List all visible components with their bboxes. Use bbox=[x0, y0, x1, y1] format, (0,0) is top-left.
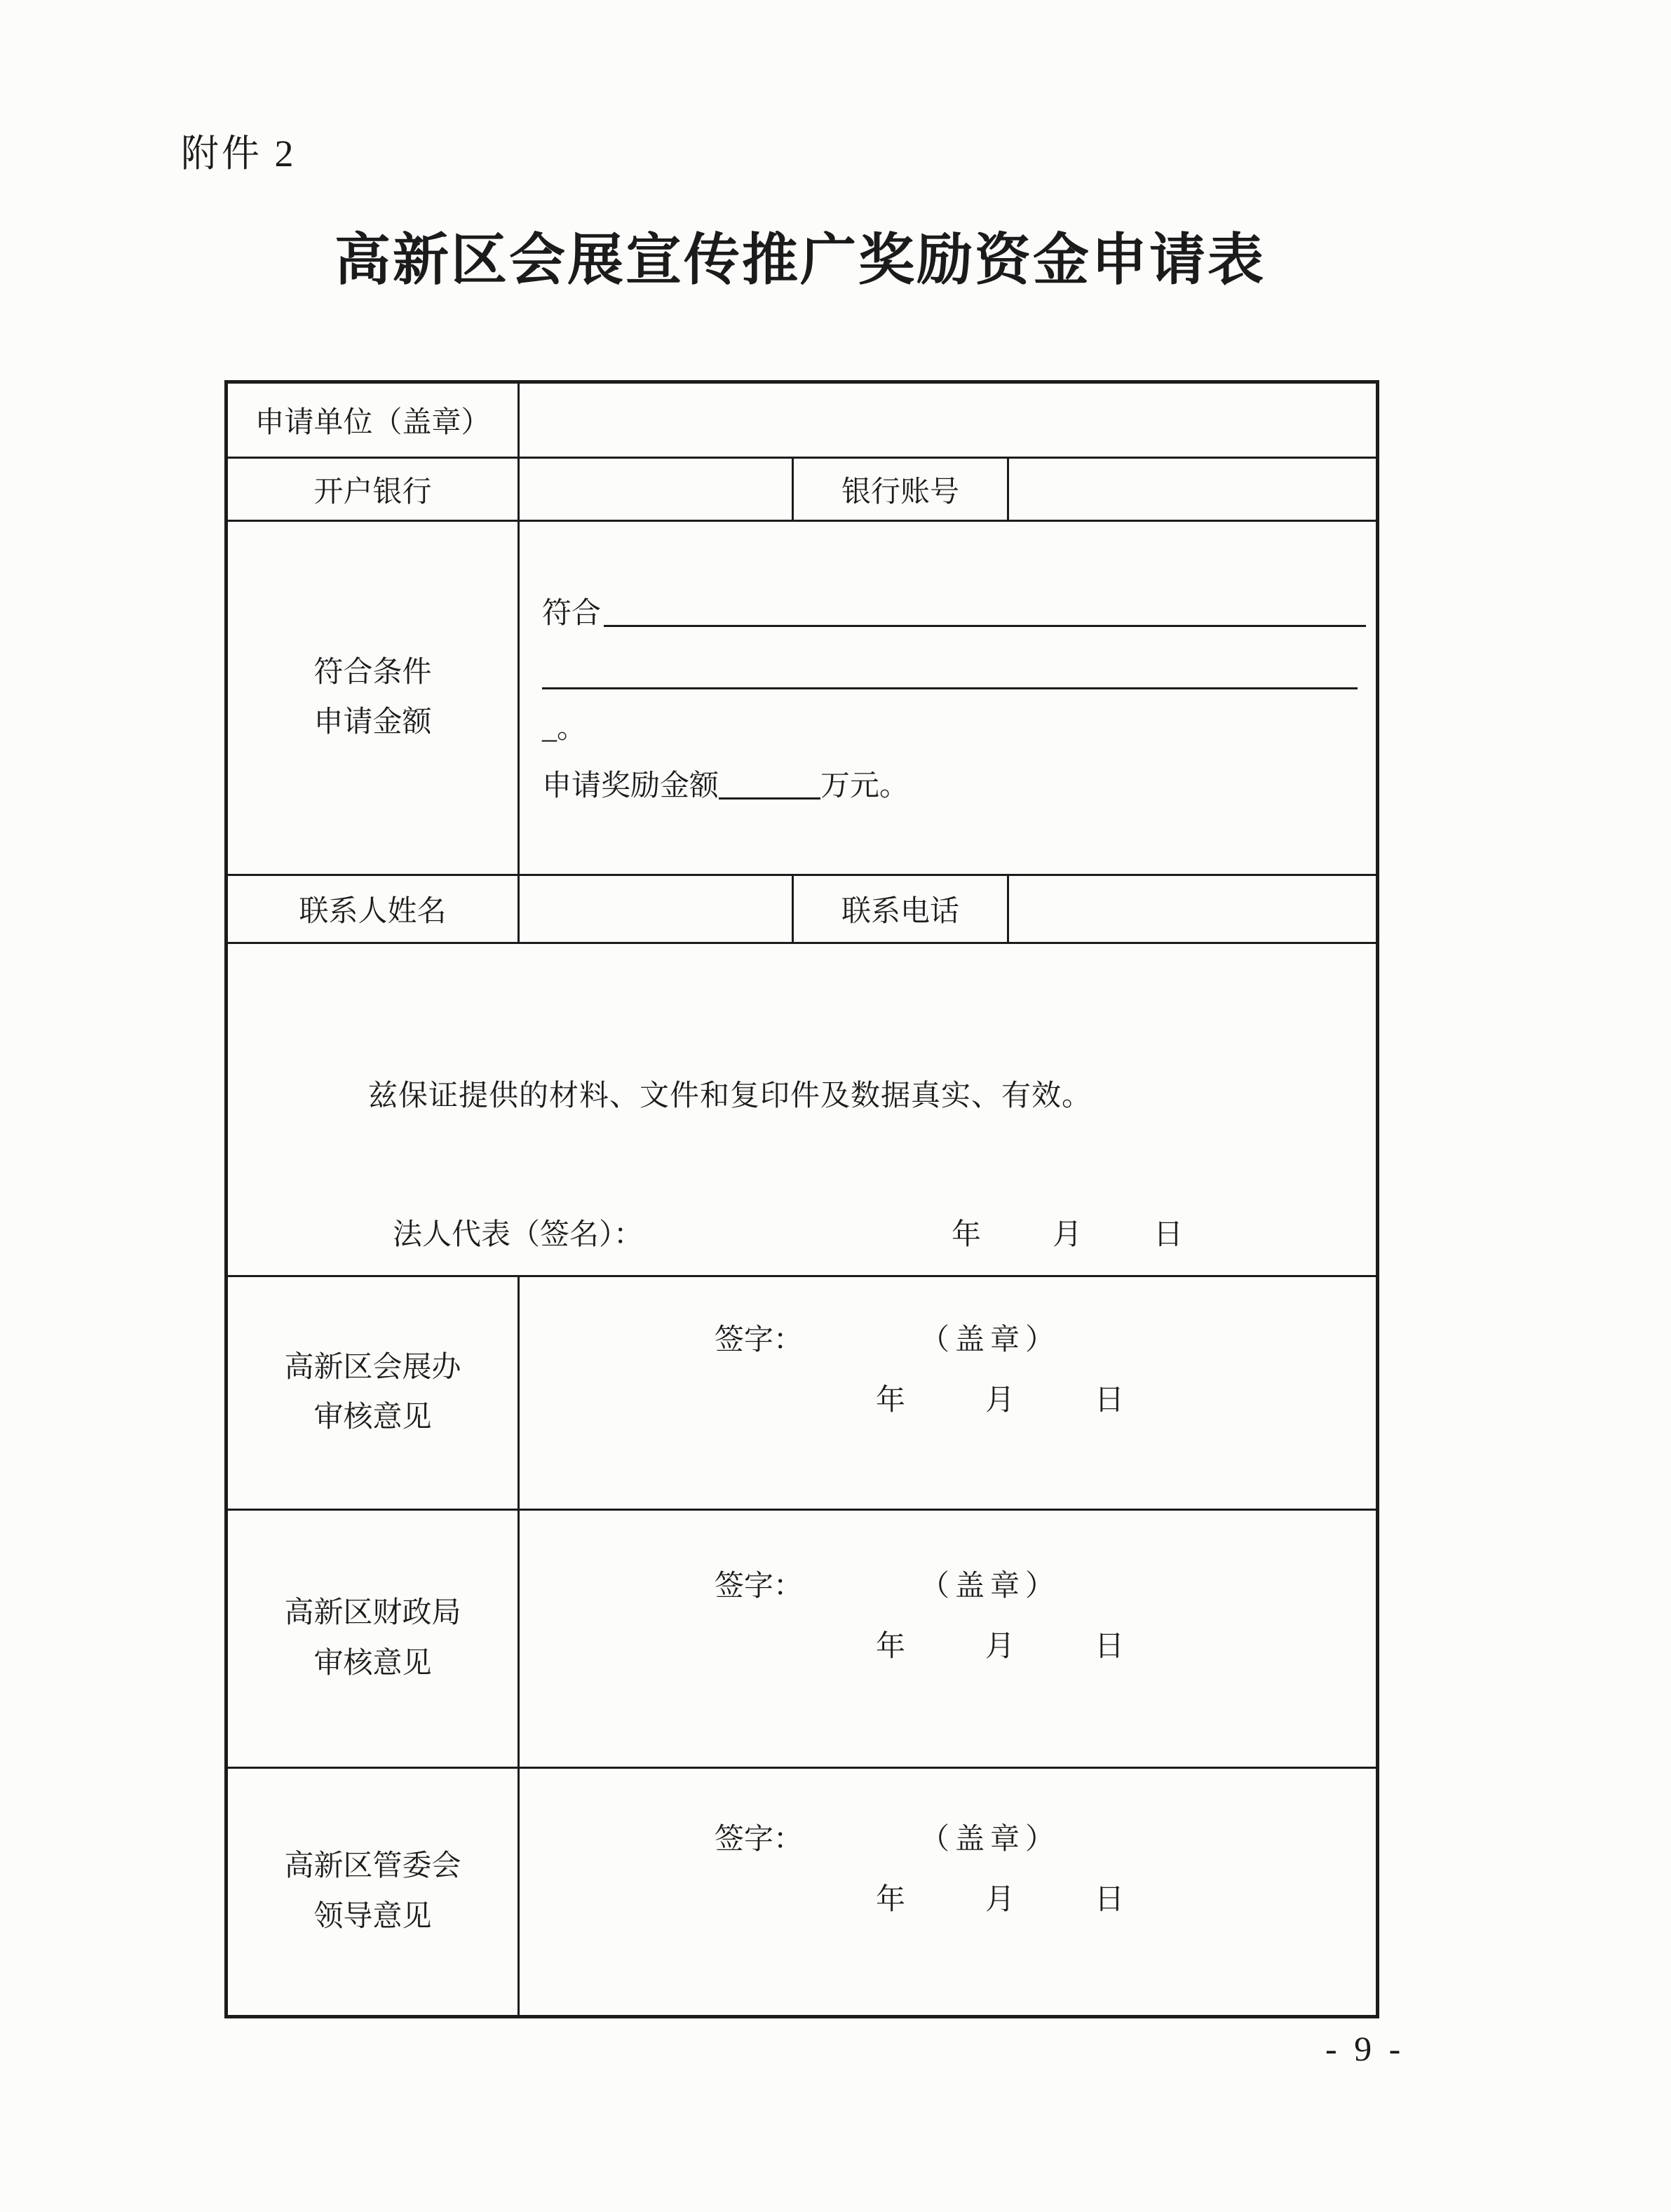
bank-account-label-cell bbox=[793, 458, 1008, 521]
review3-sign-line bbox=[715, 1816, 1376, 1858]
conditions-fill-line-2 bbox=[542, 649, 1366, 689]
declaration-date-line: 年 月 日 bbox=[952, 1219, 1188, 1251]
contact-phone-cell bbox=[1008, 875, 1378, 943]
review3-date-line: 年 月 日 bbox=[876, 1883, 1132, 1916]
applicant-value-cell bbox=[519, 382, 1378, 458]
conditions-fill-line-3 bbox=[542, 706, 1366, 747]
review1-sign-line bbox=[715, 1316, 1376, 1358]
review1-label-line1: 高新区会展办 bbox=[284, 1351, 461, 1384]
review1-seal-label: （盖章） bbox=[935, 1324, 1061, 1356]
review2-date-line: 年 月 日 bbox=[876, 1630, 1132, 1663]
applicant-row bbox=[226, 382, 1378, 458]
review1-label-line2: 审核意见 bbox=[313, 1401, 432, 1434]
contact-name-label: 联系人姓名 bbox=[299, 896, 447, 928]
bank-account-label: 银行账号 bbox=[841, 476, 959, 508]
bank-label-cell bbox=[226, 458, 519, 521]
contact-label-cell bbox=[226, 875, 519, 943]
review3-label-line2: 领导意见 bbox=[313, 1900, 432, 1933]
review-row-management-committee bbox=[226, 1768, 1378, 2017]
review3-sign-label: 签字： bbox=[715, 1823, 804, 1856]
amount-label-line2: 申请金额 bbox=[313, 706, 432, 739]
amount-content-cell bbox=[519, 521, 1378, 875]
legal-rep-sign-label: 法人代表（签名）： bbox=[393, 1219, 644, 1251]
declaration-row bbox=[226, 943, 1378, 1276]
amount-label-line1: 符合条件 bbox=[313, 656, 432, 689]
bank-label: 开户银行 bbox=[313, 476, 432, 508]
page-number: - 9 - bbox=[1325, 2029, 1405, 2068]
legal-rep-sign-line bbox=[393, 1211, 1376, 1253]
contact-phone-label: 联系电话 bbox=[841, 896, 959, 928]
review3-label-cell bbox=[226, 1768, 519, 2017]
review1-sign-label: 签字： bbox=[715, 1324, 804, 1356]
amount-label-cell bbox=[226, 521, 519, 875]
fill-in-underline bbox=[604, 625, 1366, 627]
amount-row bbox=[226, 521, 1378, 875]
reward-amount-suffix: 万元。 bbox=[820, 770, 909, 802]
period-mark: _。 bbox=[542, 713, 587, 745]
page-title: 高新区会展宣传推广奖励资金申请表 bbox=[334, 229, 1266, 291]
contact-row bbox=[226, 875, 1378, 943]
attachment-label: 附件 2 bbox=[181, 133, 297, 175]
reward-amount-line bbox=[542, 764, 1366, 804]
bank-row bbox=[226, 458, 1378, 521]
review-row-exhibition-office bbox=[226, 1276, 1378, 1510]
review3-seal-label: （盖章） bbox=[935, 1823, 1061, 1856]
contact-phone-label-cell bbox=[793, 875, 1008, 943]
conditions-prefix: 符合 bbox=[542, 598, 602, 630]
review3-label-line1: 高新区管委会 bbox=[284, 1850, 461, 1883]
fill-in-underline bbox=[719, 797, 820, 800]
review2-label-line2: 审核意见 bbox=[313, 1647, 432, 1680]
review3-content-cell bbox=[519, 1768, 1378, 2017]
fill-in-underline bbox=[542, 649, 1358, 689]
application-form-table bbox=[224, 380, 1379, 2018]
review2-label-cell bbox=[226, 1510, 519, 1768]
review2-sign-line bbox=[715, 1563, 1376, 1605]
declaration-cell bbox=[226, 943, 1378, 1276]
amount-fill-area bbox=[520, 591, 1376, 804]
reward-amount-prefix: 申请奖励金额 bbox=[542, 770, 719, 802]
applicant-label-cell bbox=[226, 382, 519, 458]
review-row-finance-bureau bbox=[226, 1510, 1378, 1768]
review1-label-cell bbox=[226, 1276, 519, 1510]
bank-account-cell bbox=[1008, 458, 1378, 521]
applicant-label: 申请单位（盖章） bbox=[255, 407, 491, 439]
contact-name-cell bbox=[519, 875, 793, 943]
review2-label-line1: 高新区财政局 bbox=[284, 1597, 461, 1630]
review2-sign-label: 签字： bbox=[715, 1570, 804, 1603]
bank-name-cell bbox=[519, 458, 793, 521]
review2-seal-label: （盖章） bbox=[935, 1570, 1061, 1603]
review1-date-line: 年 月 日 bbox=[876, 1384, 1132, 1417]
review2-content-cell bbox=[519, 1510, 1378, 1768]
declaration-statement: 兹保证提供的材料、文件和复印件及数据真实、有效。 bbox=[368, 1080, 1092, 1112]
conditions-fill-line-1 bbox=[542, 591, 1366, 632]
review1-content-cell bbox=[519, 1276, 1378, 1510]
